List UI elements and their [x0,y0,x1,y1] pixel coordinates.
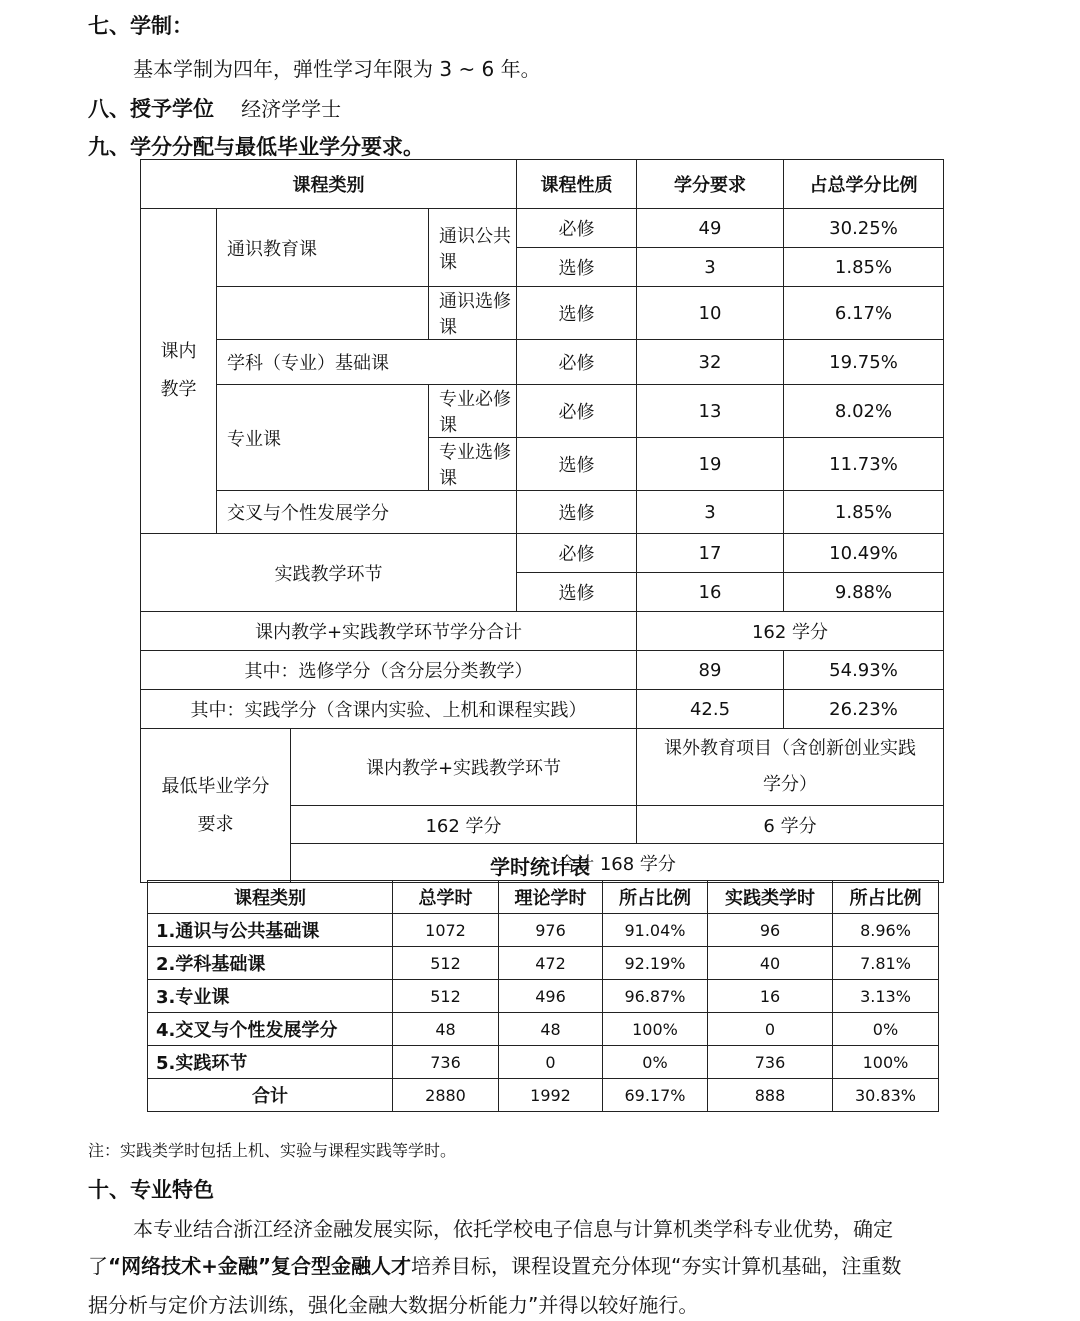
header-ratio: 占总学分比例 [784,160,944,209]
header-cell: 所占比例 [833,881,939,914]
section-8 [88,93,341,123]
nature-cell: 选修 [517,573,637,612]
in-class-teaching-cell: 课内 教学 [141,209,217,534]
credits-cell: 16 [637,573,784,612]
section-10-line1: 本专业结合浙江经济金融发展实际，依托学校电子信息与计算机类学科专业优势，确定 [133,1217,893,1241]
section-10-line2 [88,1250,901,1279]
table-row [141,729,944,806]
major-course-cell: 专业课 [217,385,429,491]
credits-cell: 19 [637,438,784,491]
value-cell: 496 [499,980,603,1013]
table-row [141,651,944,690]
elective-ratio-cell: 54.93% [784,651,944,690]
hours-statistics-table [147,880,939,1112]
ratio-cell: 30.25% [784,209,944,248]
value-cell: 48 [499,1013,603,1046]
value-cell: 2880 [393,1079,499,1112]
value-cell: 976 [499,914,603,947]
section-10-line3: 据分析与定价方法训练，强化金融大数据分析能力”并得以较好施行。 [88,1293,699,1317]
section-8-title: 八、授予学位 [88,97,214,121]
table-row [141,385,944,438]
total-label-cell: 课内教学+实践教学环节学分合计 [141,612,637,651]
highlight-text: “网络技术+金融”复合型金融人才 [108,1254,412,1278]
section-9-title: 九、学分分配与最低毕业学分要求。 [88,135,424,159]
total-value-cell: 162 学分 [637,612,944,651]
value-cell: 96 [708,914,833,947]
value-cell: 888 [708,1079,833,1112]
value-cell: 100% [603,1013,708,1046]
header-credits: 学分要求 [637,160,784,209]
credit-distribution-table [140,159,944,883]
general-education-cell: 通识教育课 [217,209,429,287]
ratio-cell: 1.85% [784,248,944,287]
practice-ratio-cell: 26.23% [784,690,944,729]
nature-cell: 必修 [517,209,637,248]
ratio-cell: 8.02% [784,385,944,438]
nature-cell: 选修 [517,438,637,491]
ratio-cell: 10.49% [784,534,944,573]
table-row [141,340,944,385]
table-row [141,209,944,248]
hours-table-title: 学时统计表 [490,855,590,879]
category-cell: 2.学科基础课 [148,947,393,980]
total-row [148,1079,939,1112]
nature-cell: 选修 [517,287,637,340]
table-row [141,287,944,340]
ratio-cell: 11.73% [784,438,944,491]
footnote: 注：实践类学时包括上机、实验与课程实践等学时。 [88,1141,457,1160]
credits-cell: 3 [637,248,784,287]
table-row [148,1013,939,1046]
header-cell: 理论学时 [499,881,603,914]
discipline-basic-cell: 学科（专业）基础课 [217,340,517,385]
header-category: 课程类别 [141,160,517,209]
credits-cell: 17 [637,534,784,573]
header-cell: 实践类学时 [708,881,833,914]
value-cell: 0 [499,1046,603,1079]
category-cell: 4.交叉与个性发展学分 [148,1013,393,1046]
line2-prefix: 了 [88,1254,108,1278]
header-nature: 课程性质 [517,160,637,209]
general-public-cell: 通识公共课 [429,209,517,287]
practice-credits-cell: 42.5 [637,690,784,729]
table-row [141,612,944,651]
table-row [148,980,939,1013]
credits-cell: 49 [637,209,784,248]
value-cell: 30.83% [833,1079,939,1112]
table-row [148,1046,939,1079]
section-7-title: 七、学制： [88,14,193,38]
min-val1-cell: 162 学分 [291,806,637,844]
category-cell: 合计 [148,1079,393,1112]
ratio-cell: 9.88% [784,573,944,612]
ratio-cell: 19.75% [784,340,944,385]
value-cell: 1072 [393,914,499,947]
nature-cell: 必修 [517,385,637,438]
category-cell: 1.通识与公共基础课 [148,914,393,947]
elective-credits-cell: 89 [637,651,784,690]
line2-suffix: 培养目标，课程设置充分体现“夯实计算机基础，注重数 [411,1254,902,1278]
value-cell: 40 [708,947,833,980]
section-7-body: 基本学制为四年，弹性学习年限为 3 ~ 6 年。 [133,57,541,81]
table-row [141,491,944,534]
value-cell: 16 [708,980,833,1013]
blank-cell [217,287,429,340]
table-row [148,947,939,980]
header-cell: 所占比例 [603,881,708,914]
table-row [141,690,944,729]
value-cell: 7.81% [833,947,939,980]
practice-teaching-cell: 实践教学环节 [141,534,517,612]
value-cell: 472 [499,947,603,980]
table-row [141,534,944,573]
category-cell: 5.实践环节 [148,1046,393,1079]
value-cell: 91.04% [603,914,708,947]
min-val2-cell: 6 学分 [637,806,944,844]
nature-cell: 必修 [517,534,637,573]
category-cell: 3.专业课 [148,980,393,1013]
cross-development-cell: 交叉与个性发展学分 [217,491,517,534]
min-col2-header-cell: 课外教育项目（含创新创业实践 学分） [637,729,944,806]
practice-label-cell: 其中：实践学分（含课内实验、上机和课程实践） [141,690,637,729]
header-cell: 总学时 [393,881,499,914]
section-10-title: 十、专业特色 [88,1178,214,1202]
value-cell: 48 [393,1013,499,1046]
elective-label-cell: 其中：选修学分（含分层分类教学） [141,651,637,690]
general-elective-cell: 通识选修课 [429,287,517,340]
value-cell: 512 [393,947,499,980]
value-cell: 96.87% [603,980,708,1013]
ratio-cell: 1.85% [784,491,944,534]
nature-cell: 选修 [517,491,637,534]
major-elective-cell: 专业选修课 [429,438,517,491]
nature-cell: 选修 [517,248,637,287]
ratio-cell: 6.17% [784,287,944,340]
credits-cell: 3 [637,491,784,534]
degree-value: 经济学学士 [241,97,342,121]
table-row [148,914,939,947]
credits-cell: 32 [637,340,784,385]
value-cell: 512 [393,980,499,1013]
value-cell: 3.13% [833,980,939,1013]
value-cell: 100% [833,1046,939,1079]
value-cell: 8.96% [833,914,939,947]
major-required-cell: 专业必修课 [429,385,517,438]
nature-cell: 必修 [517,340,637,385]
table-header-row [148,881,939,914]
value-cell: 92.19% [603,947,708,980]
min-col1-header-cell: 课内教学+实践教学环节 [291,729,637,806]
min-total-cell: 合计 168 学分 [291,844,944,883]
credits-cell: 10 [637,287,784,340]
table-header-row [141,160,944,209]
value-cell: 69.17% [603,1079,708,1112]
value-cell: 0% [603,1046,708,1079]
header-cell: 课程类别 [148,881,393,914]
min-graduation-label-cell: 最低毕业学分 要求 [141,729,291,883]
value-cell: 736 [708,1046,833,1079]
credits-cell: 13 [637,385,784,438]
value-cell: 0 [708,1013,833,1046]
value-cell: 0% [833,1013,939,1046]
value-cell: 1992 [499,1079,603,1112]
value-cell: 736 [393,1046,499,1079]
